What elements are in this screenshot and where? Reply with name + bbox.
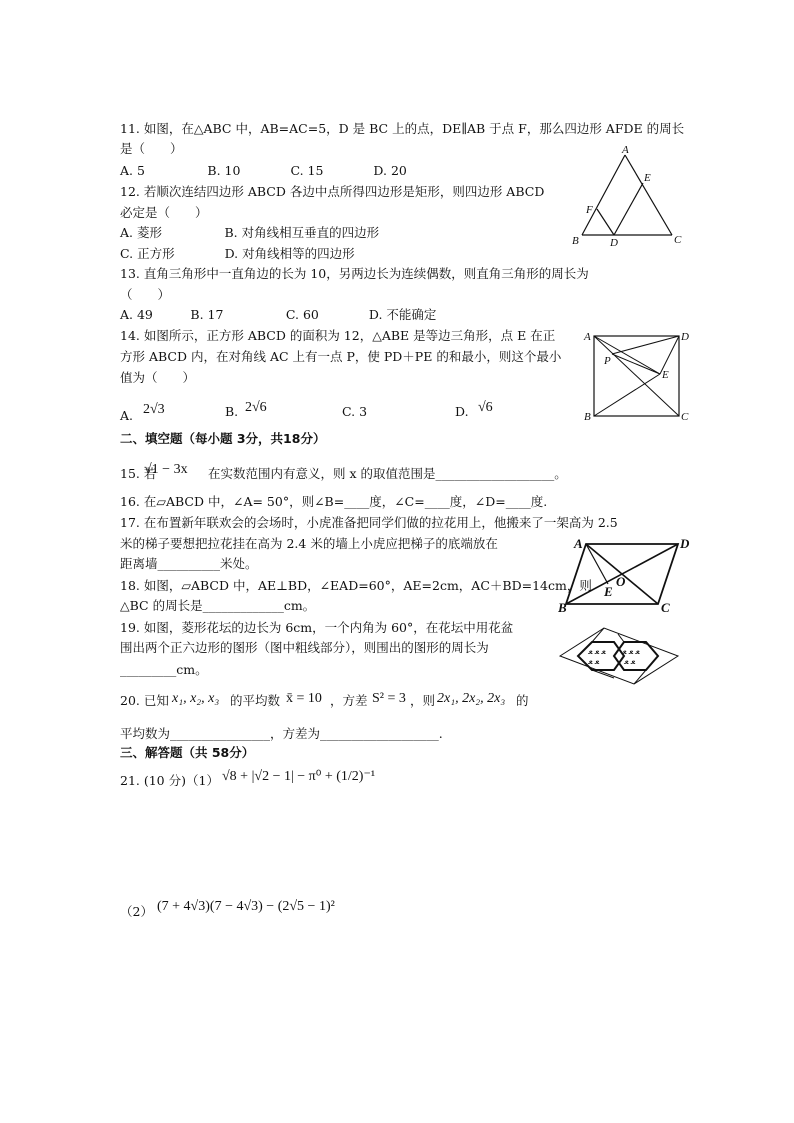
q14-square-figure: [582, 328, 692, 424]
q11-label-B: B: [572, 235, 579, 247]
q14-option-b-value: 2√6: [245, 400, 267, 415]
q11-label-C: C: [674, 234, 682, 246]
q14-label-P: P: [604, 355, 611, 367]
q14-label-D: D: [681, 331, 689, 343]
q12-line1: 12. 若顺次连结四边形 ABCD 各边中点所得四边形是矩形，则四边形 ABCD: [120, 184, 545, 199]
q14-line1: 14. 如图所示，正方形 ABCD 的面积为 12，△ABE 是等边三角形，点 E 在正: [120, 328, 556, 343]
q18-label-D: D: [680, 536, 690, 551]
q15-prefix: 15. 若: [120, 466, 157, 481]
q18-label-E: E: [604, 584, 613, 599]
q18-line1: 18. 如图，▱ABCD 中，AE⊥BD，∠EAD=60°，AE=2cm，AC＋BD=14cm，则: [120, 578, 592, 593]
q11-line2: 是（ ）: [120, 141, 183, 156]
q18-parallelogram-figure: [558, 532, 698, 616]
section-3-heading: 三、解答题（共 58分）: [120, 745, 255, 760]
svg-text:ﻌ ﻌ ﻌ: ﻌ ﻌ ﻌ: [588, 646, 606, 656]
q17-line1: 17. 在布置新年联欢会的会场时，小虎准备把同学们做的拉花用上，他搬来了一架高为 2.5: [120, 515, 618, 530]
q20-prefix: 20. 已知: [120, 693, 169, 708]
q18-label-B: B: [558, 600, 567, 615]
q14-option-b: B.: [225, 404, 239, 419]
q11-line1: 11. 如图，在△ABC 中，AB=AC=5，D 是 BC 上的点，DE∥AB 于点 F，那么四边形 AFDE 的周长: [120, 121, 685, 136]
q20-vars: x₁, x₂, x₃: [172, 691, 220, 706]
q14-option-d-value: √6: [478, 400, 493, 415]
q11-label-A: A: [622, 144, 629, 156]
q14-option-d: D.: [455, 404, 469, 419]
q18-label-A: A: [574, 536, 583, 551]
q15-expression: √1 − 3x: [144, 462, 188, 477]
q14-label-C: C: [681, 411, 689, 423]
q13-line2: （ ）: [120, 287, 171, 302]
section-2-heading: 二、填空题（每小题 3分，共18分）: [120, 431, 326, 446]
q21-part1-expression: √8 + |√2 − 1| − π⁰ + (1/2)⁻¹: [222, 769, 376, 784]
q20-then: ，则: [410, 693, 436, 708]
q17-line3: 距离墙__________米处。: [120, 556, 258, 571]
svg-text:ﻌ ﻌ: ﻌ ﻌ: [588, 656, 599, 666]
q12-line2: 必定是（ ）: [120, 205, 208, 220]
q20-end: 的: [516, 693, 529, 708]
q19-line3: _________cm。: [120, 662, 208, 677]
q21-part1-label: 21. (10 分)（1）: [120, 773, 219, 788]
q21-part2-label: （2）: [120, 904, 153, 919]
q14-line2: 方形 ABCD 内，在对角线 AC 上有一点 P，使 PD＋PE 的和最小，则这个最小: [120, 349, 562, 364]
q17-line2: 米的梯子要想把拉花挂在高为 2.4 米的墙上小虎应把梯子的底端放在: [120, 536, 498, 551]
q18-label-C: C: [661, 600, 670, 615]
q19-line2: 围出两个正六边形的图形（图中粗线部分），则围出的图形的周长为: [120, 640, 489, 655]
q20-line2: 平均数为________________，方差为___________________.: [120, 726, 443, 741]
q16-line: 16. 在▱ABCD 中，∠A= 50°，则∠B=____度，∠C=____度，∠D=____度.: [120, 494, 548, 509]
q14-option-a-value: 2√3: [143, 402, 165, 417]
q14-option-a: A.: [120, 408, 134, 423]
q14-label-A: A: [584, 331, 591, 343]
q13-options: A. 49 B. 17 C. 60 D. 不能确定: [120, 307, 437, 322]
q20-mean-label: 的平均数: [230, 693, 281, 708]
q11-label-F: F: [586, 204, 593, 216]
q14-option-c: C. 3: [342, 404, 368, 419]
q11-label-E: E: [644, 172, 651, 184]
q20-mean-value: x̄ = 10: [286, 691, 322, 706]
svg-text:ﻌ ﻌ ﻌ: ﻌ ﻌ ﻌ: [622, 646, 640, 656]
q20-variance-value: S² = 3: [372, 691, 406, 706]
q11-triangle-figure: [570, 143, 690, 248]
q13-line1: 13. 直角三角形中一直角边的长为 10，另两边长为连续偶数，则直角三角形的周长为: [120, 266, 589, 281]
svg-text:ﻌ ﻌ: ﻌ ﻌ: [624, 656, 635, 666]
q14-label-E: E: [662, 369, 669, 381]
q14-label-B: B: [584, 411, 591, 423]
q12-option-ab: A. 菱形 B. 对角线相互垂直的四边形: [120, 225, 380, 240]
q11-options: A. 5 B. 10 C. 15 D. 20: [120, 163, 407, 178]
q20-variance-label: ，方差: [330, 693, 368, 708]
q18-line2: △BC 的周长是_____________cm。: [120, 598, 316, 613]
q15-suffix: 在实数范围内有意义，则 x 的取值范围是___________________。: [208, 466, 567, 481]
q19-line1: 19. 如图，菱形花坛的边长为 6cm，一个内角为 60°，在花坛中用花盆: [120, 620, 514, 635]
q12-option-cd: C. 正方形 D. 对角线相等的四边形: [120, 246, 355, 261]
q18-label-O: O: [616, 574, 626, 589]
q20-vars2: 2x₁, 2x₂, 2x₃: [437, 691, 506, 706]
q21-part2-expression: (7 + 4√3)(7 − 4√3) − (2√5 − 1)²: [157, 899, 335, 914]
q19-rhombus-hexagon-figure: [558, 626, 682, 688]
q11-label-D: D: [610, 237, 618, 248]
q14-line3: 值为（ ）: [120, 370, 196, 385]
